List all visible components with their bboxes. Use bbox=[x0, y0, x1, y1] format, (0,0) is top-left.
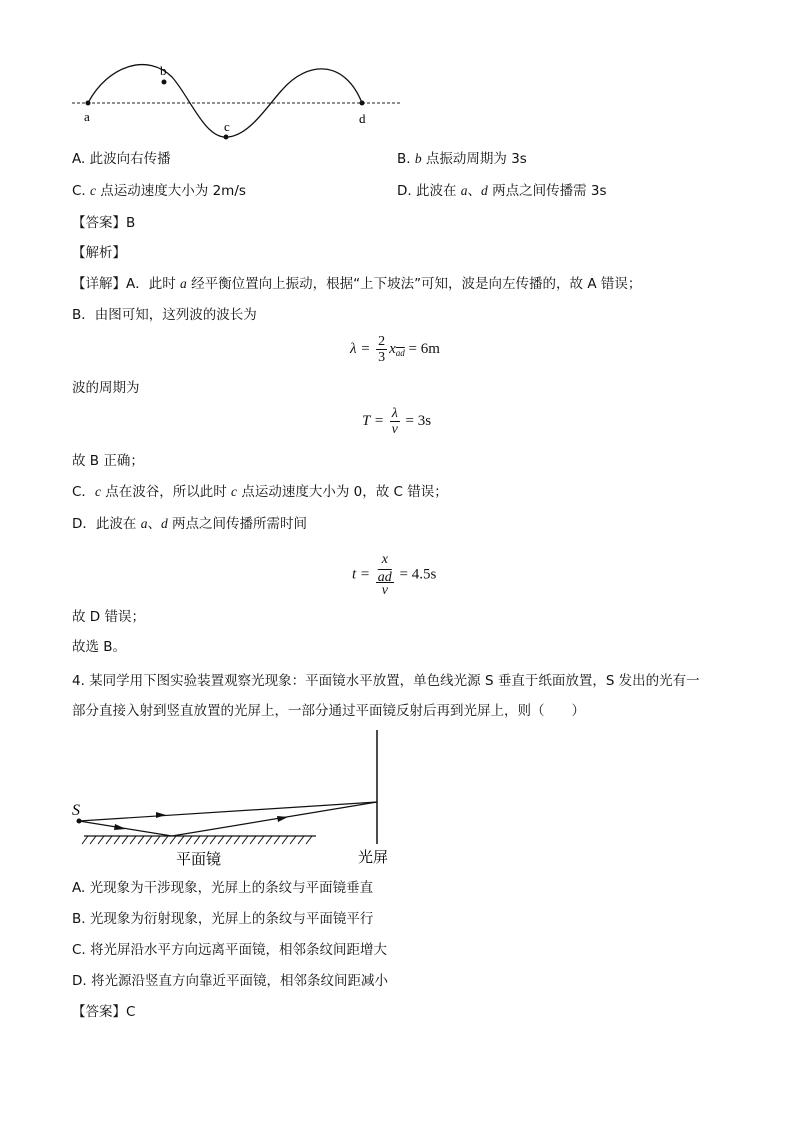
detail-d-conclusion: 故 D 错误； bbox=[72, 609, 145, 625]
option-d: D. 此波在 a、d 两点之间传播需 3s bbox=[397, 183, 607, 199]
point-d bbox=[360, 101, 365, 106]
equation-time: t = x $\overline{ad}$ v = 4.5s bbox=[352, 552, 437, 598]
incident-ray-arrow bbox=[114, 824, 126, 830]
screen-label: 光屏 bbox=[358, 848, 389, 866]
mirror-hatching bbox=[82, 836, 312, 844]
source-label: S bbox=[72, 802, 80, 819]
point-b bbox=[162, 80, 167, 85]
option-b: B. b 点振动周期为 3s bbox=[397, 151, 527, 167]
direct-ray bbox=[79, 802, 377, 821]
q4-stem-line2: 部分直接入射到竖直放置的光屏上，一部分通过平面镜反射后再到光屏上，则（ ） bbox=[72, 703, 585, 719]
label-b: b bbox=[160, 63, 167, 78]
option-a: A. 此波向右传播 bbox=[72, 151, 171, 167]
q4-option-c: C. 将光屏沿水平方向远离平面镜，相邻条纹间距增大 bbox=[72, 942, 388, 958]
option-c: C. c 点运动速度大小为 2m/s bbox=[72, 183, 246, 199]
direct-ray-arrow bbox=[156, 812, 166, 818]
point-c bbox=[224, 135, 229, 140]
equation-wavelength: λ = $\frac{2}{3}$ $x_{\overline{ad}} = 6m$ bbox=[350, 334, 440, 365]
label-d: d bbox=[359, 111, 366, 126]
q4-answer-label: 【答案】C bbox=[72, 1004, 136, 1020]
detail-b-intro: B．由图可知，这列波的波长为 bbox=[72, 307, 257, 323]
label-c: c bbox=[224, 119, 230, 134]
q4-option-a: A. 光现象为干涉现象，光屏上的条纹与平面镜垂直 bbox=[72, 880, 374, 896]
final-answer: 故选 B。 bbox=[72, 639, 127, 655]
mirror-experiment-diagram bbox=[66, 726, 406, 874]
analysis-label: 【解析】 bbox=[72, 245, 126, 261]
detail-c: C．c 点在波谷，所以此时 c 点运动速度大小为 0，故 C 错误； bbox=[72, 484, 448, 500]
equation-period: T = $\frac{\lambda}{v}$ = 3s bbox=[362, 406, 432, 437]
reflected-ray bbox=[79, 802, 377, 836]
point-a bbox=[86, 101, 91, 106]
reflected-ray-arrow bbox=[277, 816, 288, 822]
mirror-label: 平面镜 bbox=[176, 850, 222, 868]
label-a: a bbox=[84, 109, 90, 124]
q4-stem-line1: 4. 某同学用下图实验装置观察光现象：平面镜水平放置，单色线光源 S 垂直于纸面放置，S 发出的光有一 bbox=[72, 673, 700, 689]
answer-label: 【答案】B bbox=[72, 215, 136, 231]
detail-b-conclusion: 故 B 正确； bbox=[72, 453, 144, 469]
detail-a: 【详解】A．此时 a 经平衡位置向上振动，根据“上下坡法”可知，波是向左传播的，故 A 错误； bbox=[72, 276, 642, 292]
q4-option-d: D. 将光源沿竖直方向靠近平面镜，相邻条纹间距减小 bbox=[72, 973, 388, 989]
period-intro: 波的周期为 bbox=[72, 380, 140, 396]
detail-d: D．此波在 a、d 两点之间传播所需时间 bbox=[72, 516, 307, 532]
wave-diagram bbox=[60, 55, 410, 145]
q4-option-b: B. 光现象为衍射现象，光屏上的条纹与平面镜平行 bbox=[72, 911, 374, 927]
